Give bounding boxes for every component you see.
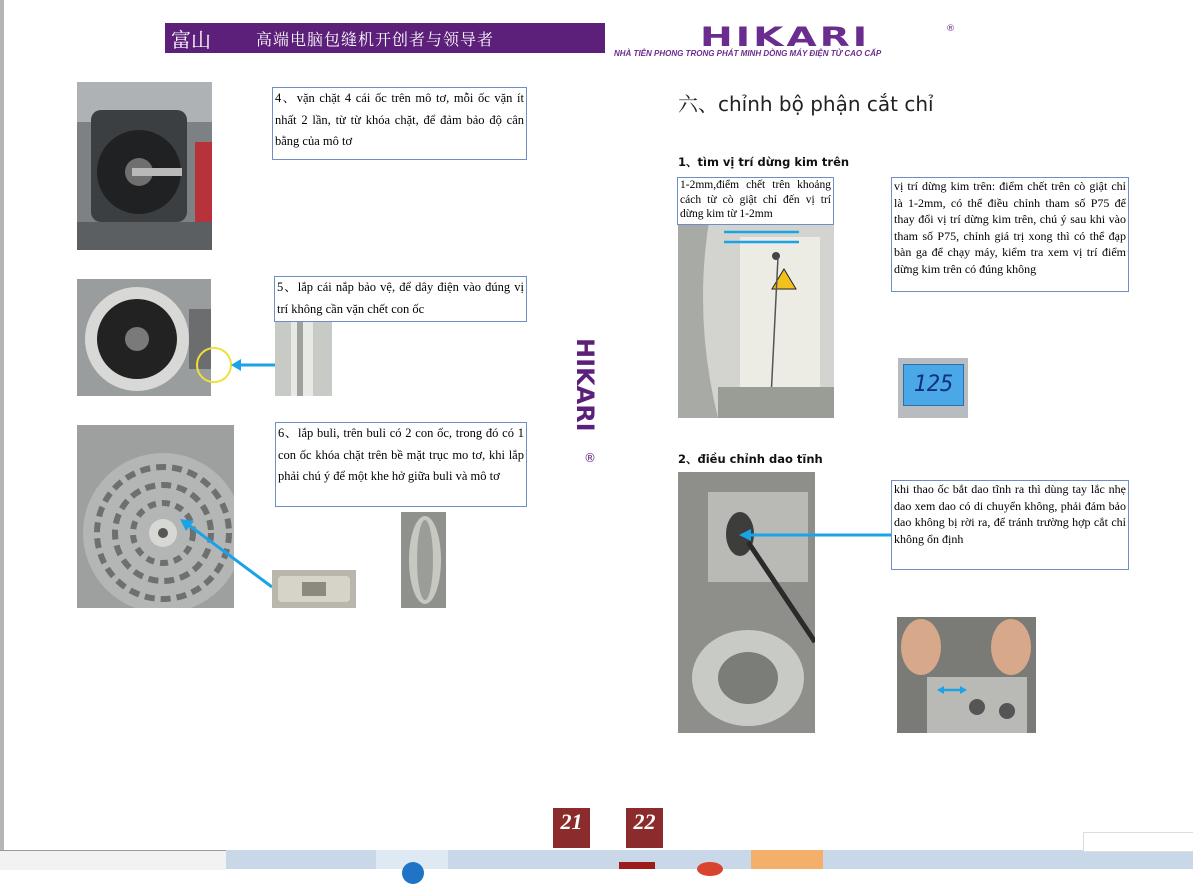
taskbar-app-2-icon[interactable] <box>619 862 655 869</box>
shaft-photo <box>272 570 356 608</box>
page-number-right[interactable]: 22 <box>626 808 663 848</box>
knife-adjust-photo <box>897 617 1036 733</box>
measurement-lines <box>724 229 799 245</box>
needle-stop-text: vị trí dừng kim trên: điểm chết trên cò giật chỉ là 1-2mm, có thể điều chỉnh tham số P75 để thay đổi vị trí dừng kim trên, chú ý sau khi vào tham số P75, chỉnh giá trị xong thì có thể đạp bàn ga để chạy máy, kiểm tra xem vị trí điểm dừng kim trên có đúng không <box>894 179 1126 276</box>
taskbar-tray <box>1083 832 1193 852</box>
header-slogan: 高端电脑包缝机开创者与领导者 <box>256 29 495 49</box>
page-frame-edge <box>0 0 4 869</box>
needle-note-text: 1-2mm,điểm chết trên khoảng cách từ cò giật chỉ đến vị trí dừng kim từ 1-2mm <box>680 179 831 220</box>
header-brand: 富山 <box>171 27 211 52</box>
taskbar-app-4[interactable] <box>751 850 823 869</box>
knife-text: khi thao ốc bắt dao tĩnh ra thì dùng tay lắc nhẹ dao xem dao có di chuyển không, phải đảm bảo dao không bị rời ra, để tránh trường hợp cắt chỉ không ổn định <box>894 482 1126 546</box>
stationary-knife-photo <box>678 472 815 733</box>
taskbar-app-3-icon[interactable] <box>697 862 723 876</box>
logo-tagline: NHÀ TIÊN PHONG TRONG PHÁT MINH DÒNG MÁY ĐIỆN TỬ CAO CẤP <box>614 49 882 58</box>
needle-note-box <box>677 177 834 225</box>
step-5-box <box>274 276 527 322</box>
cable-photo <box>275 322 332 396</box>
taskbar <box>0 850 1193 869</box>
display-value: 125 <box>903 364 964 406</box>
motor-cover-photo <box>77 279 211 396</box>
step-6-box <box>275 422 527 507</box>
knife-instructions <box>891 480 1129 570</box>
page-number-left[interactable]: 21 <box>553 808 590 848</box>
control-panel-display <box>898 358 968 418</box>
registered-mark: ® <box>946 24 955 34</box>
step-6-text: 6、lắp buli, trên buli có 2 con ốc, trong đó có 1 con ốc khóa chặt trên bề mặt trục mo tơ, khi lắp phải chú ý để một khe hở giữa buli và mô tơ <box>278 426 524 483</box>
vertical-registered-mark: ® <box>584 451 596 465</box>
step-5-text: 5、lắp cái nắp bảo vệ, để dây điện vào đúng vị trí không cần vặn chết con ốc <box>277 280 524 316</box>
taskbar-app-1[interactable] <box>376 850 448 869</box>
step-4-box <box>272 87 527 160</box>
vertical-brand: HIKARI <box>571 338 599 432</box>
subsection-1-title: 1、tìm vị trí dừng kim trên <box>678 155 850 169</box>
knife-arrow <box>735 526 895 544</box>
hikari-logo: HIKARI <box>700 22 871 53</box>
section-title: 六、chỉnh bộ phận cắt chỉ <box>678 92 934 116</box>
subsection-2-title: 2、điều chỉnh dao tĩnh <box>678 452 823 466</box>
motor-photo <box>77 82 212 250</box>
pulley-arrow <box>172 515 282 595</box>
pulley-side-photo <box>401 512 446 608</box>
browser-icon <box>402 862 424 884</box>
needle-stop-instructions <box>891 177 1129 292</box>
taskbar-start-area[interactable] <box>0 850 226 870</box>
step-4-text: 4、vặn chặt 4 cái ốc trên mô tơ, mỗi ốc vặn ít nhất 2 lần, từ từ khóa chặt, để đảm bảo độ cân bằng của mô tơ <box>275 91 524 148</box>
header-banner <box>165 23 605 53</box>
